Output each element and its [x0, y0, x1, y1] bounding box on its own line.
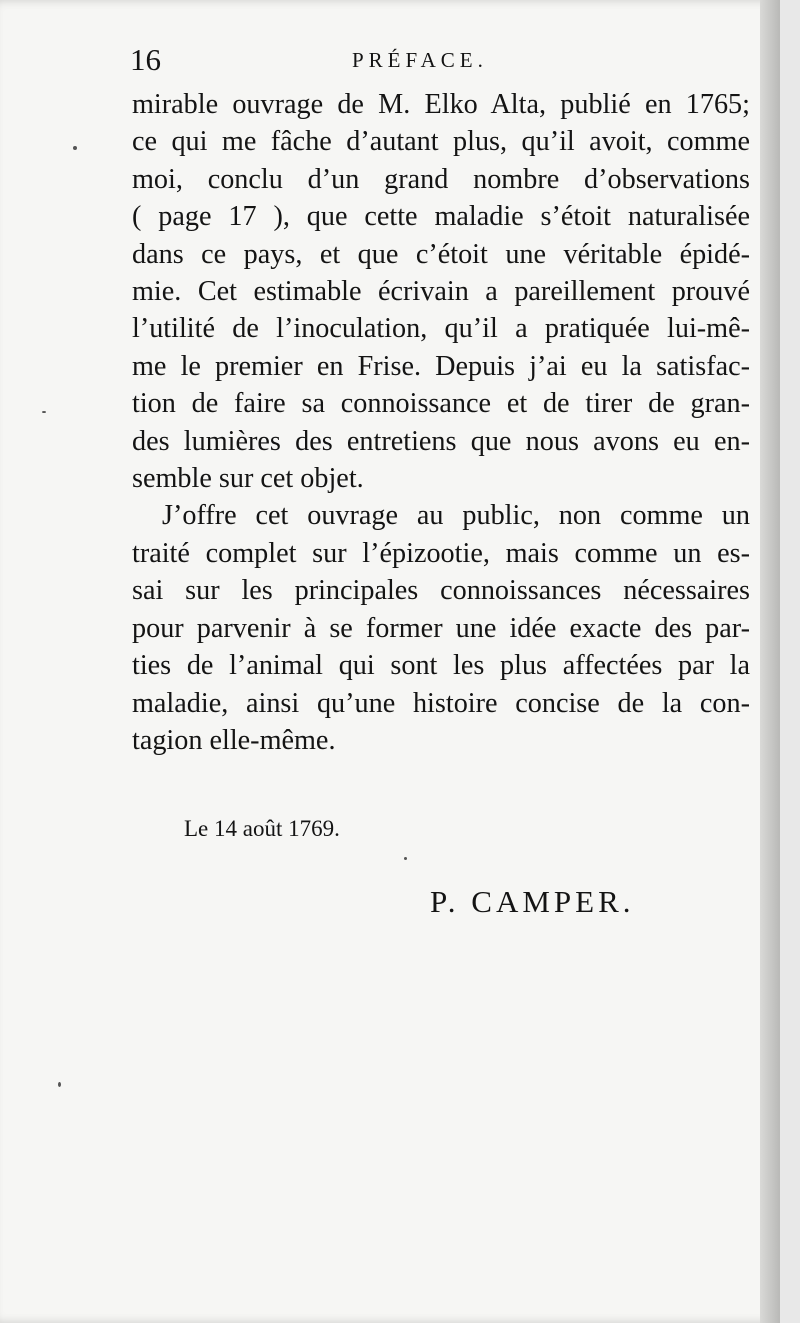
text-line: semble sur cet objet. — [132, 463, 364, 495]
ink-speck — [73, 146, 77, 150]
text-line: moi, conclu d’un grand nombre d’observations — [132, 163, 750, 195]
paragraph-1 — [132, 86, 750, 497]
ink-speck — [404, 857, 407, 860]
paragraph-2 — [132, 497, 750, 759]
signature: P. CAMPER. — [430, 884, 635, 919]
text-line: tion de faire sa connoissance et de tirer de gran- — [132, 388, 750, 420]
date-line: Le 14 août 1769. — [184, 816, 340, 841]
ink-speck — [42, 411, 46, 413]
text-line: ties de l’animal qui sont les plus affectées par la — [132, 650, 750, 682]
text-line: des lumières des entretiens que nous avons eu en- — [132, 425, 750, 457]
text-line: dans ce pays, et que c’étoit une véritable épidé- — [132, 238, 750, 270]
text-line: traité complet sur l’épizootie, mais comme un es- — [132, 537, 750, 569]
body-text — [132, 86, 750, 759]
text-line: me le premier en Frise. Depuis j’ai eu la satisfac- — [132, 350, 750, 382]
text-line: mie. Cet estimable écrivain a pareillement prouvé — [132, 276, 750, 308]
text-line: ce qui me fâche d’autant plus, qu’il avoit, comme — [132, 126, 750, 158]
text-line: ( page 17 ), que cette maladie s’étoit naturalisée — [132, 201, 750, 233]
ink-speck — [58, 1082, 61, 1087]
text-line: l’utilité de l’inoculation, qu’il a pratiquée lui-mê- — [132, 313, 750, 345]
text-line: mirable ouvrage de M. Elko Alta, publié en 1765; — [132, 89, 750, 120]
page-edge-shadow — [760, 0, 780, 1323]
page-number: 16 — [130, 42, 161, 77]
text-line: sai sur les principales connoissances nécessaires — [132, 575, 750, 607]
text-line: maladie, ainsi qu’une histoire concise de la con- — [132, 687, 750, 719]
text-line: pour parvenir à se former une idée exacte des par- — [132, 612, 750, 644]
page-header — [130, 42, 750, 82]
text-line: J’offre cet ouvrage au public, non comme un — [162, 500, 750, 532]
text-line: tagion elle-même. — [132, 724, 336, 756]
running-title: PRÉFACE. — [352, 48, 488, 72]
